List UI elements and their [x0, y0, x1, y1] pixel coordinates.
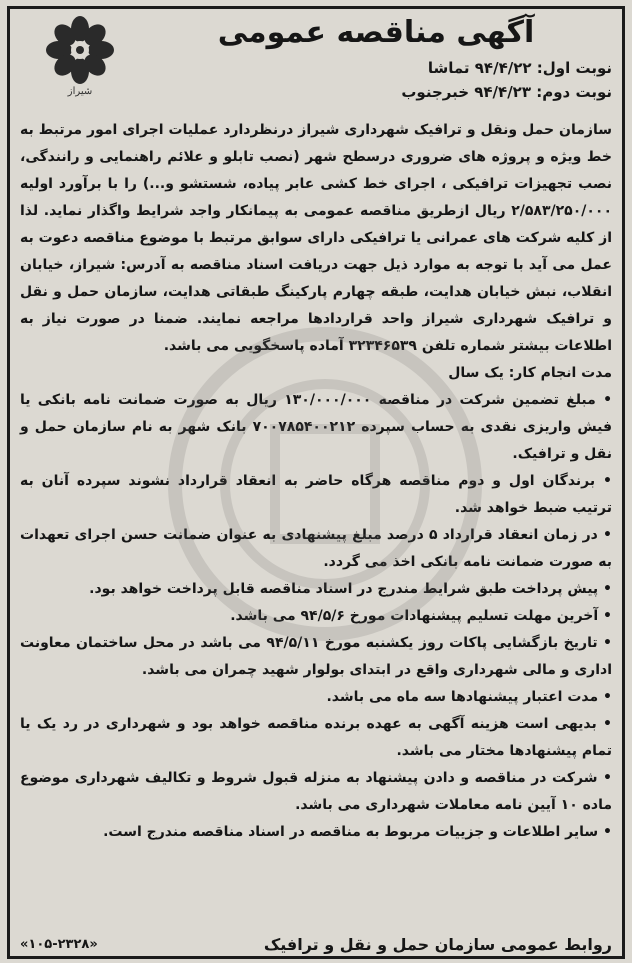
notice-body: [20, 117, 612, 846]
notice-footer: [20, 935, 612, 954]
intro-paragraph: سازمان حمل ونقل و ترافیک شهرداری شیراز درنظردارد عملیات اجرای امور مرتبط به خط ویژه و پروژه های ضروری درسطح شهر (نصب تابلو و علائم راهنمایی و رانندگی، نصب تجهیزات ترافیکی ، اجرای خط کشی عابر پیاده، شستشو و...) را با برآورد اولیه ۲/۵۸۳/۲۵۰/۰۰۰ ریال ازطریق مناقصه عمومی به پیمانکار واجد شرایط واگذار نماید. لذا از کلیه شرکت های عمرانی یا ترافیکی دارای سوابق مرتبط با موضوع مناقصه دعوت به عمل می آید با توجه به موارد ذیل جهت دریافت اسناد مناقصه به آدرس: شیراز، خیابان انقلاب، نبش خیابان هدایت، طبقه چهارم پارکینگ طبقاتی هدایت، سازمان حمل و نقل و ترافیک شهرداری شیراز واحد قراردادها مراجعه نمایند. ضمنا در صورت نیاز به اطلاعات بیشتر شماره تلفن ۳۲۳۴۶۵۳۹ آماده پاسخگویی می باشد.: [20, 122, 612, 354]
second-round-line: نوبت دوم: ۹۴/۴/۲۳ خبرجنوب: [401, 83, 612, 101]
list-item: • در زمان انعقاد قرارداد ۵ درصد مبلغ پیشنهادی به عنوان ضمانت حسن اجرای تعهدات به صورت ضمانت نامه بانکی اخذ می گردد.: [20, 522, 612, 576]
list-item: • آخرین مهلت تسلیم پیشنهادات مورخ ۹۴/۵/۶ می باشد.: [20, 603, 612, 630]
notice-title: آگهی مناقصه عمومی: [217, 15, 535, 50]
list-item: • برندگان اول و دوم مناقصه هرگاه حاضر به انعقاد قرارداد نشوند سپرده آنان به ترتیب ضبط خواهد شد.: [20, 468, 612, 522]
list-item: • تاریخ بازگشایی پاکات روز یکشنبه مورخ ۹۴/۵/۱۱ می باشد در محل ساختمان معاونت اداری و مالی شهرداری واقع در ابتدای بولوار شهید چمران می باشد.: [20, 630, 612, 684]
notice-header: [20, 13, 612, 117]
list-item: • شرکت در مناقصه و دادن پیشنهاد به منزله قبول شروط و تکالیف شهرداری موضوع ماده ۱۰ آیین نامه معاملات شهرداری می باشد.: [20, 765, 612, 819]
list-item: • مبلغ تضمین شرکت در مناقصه ۱۳۰/۰۰۰/۰۰۰ ریال به صورت ضمانت نامه بانکی یا فیش واریزی نقدی به حساب سپرده ۷۰۰۷۸۵۴۰۰۲۱۲ بانک شهر به نام سازمان حمل و نقل و ترافیک.: [20, 387, 612, 468]
list-item: • سایر اطلاعات و جزییات مربوط به مناقصه در اسناد مناقصه مندرج است.: [20, 819, 612, 846]
list-item: • بدیهی است هزینه آگهی به عهده برنده مناقصه خواهد بود و شهرداری در رد یک یا تمام پیشنهادها مختار می باشد.: [20, 711, 612, 765]
logo-caption: شیراز: [67, 86, 93, 97]
list-item: • پیش پرداخت طبق شرایط مندرج در اسناد مناقصه قابل پرداخت خواهد بود.: [20, 576, 612, 603]
notice-code: «۱۰۵-۲۳۲۸»: [20, 937, 98, 952]
notice-frame: [7, 6, 625, 959]
duration-line: مدت انجام کار: یک سال: [448, 365, 612, 381]
flower-logo-icon: [45, 15, 115, 85]
shiraz-municipality-logo: [20, 15, 140, 111]
header-text: [140, 13, 612, 104]
list-item: • مدت اعتبار پیشنهادها سه ماه می باشد.: [20, 684, 612, 711]
first-round-line: نوبت اول: ۹۴/۴/۲۲ تماشا: [427, 59, 612, 77]
publisher-name: روابط عمومی سازمان حمل و نقل و ترافیک: [263, 935, 612, 954]
